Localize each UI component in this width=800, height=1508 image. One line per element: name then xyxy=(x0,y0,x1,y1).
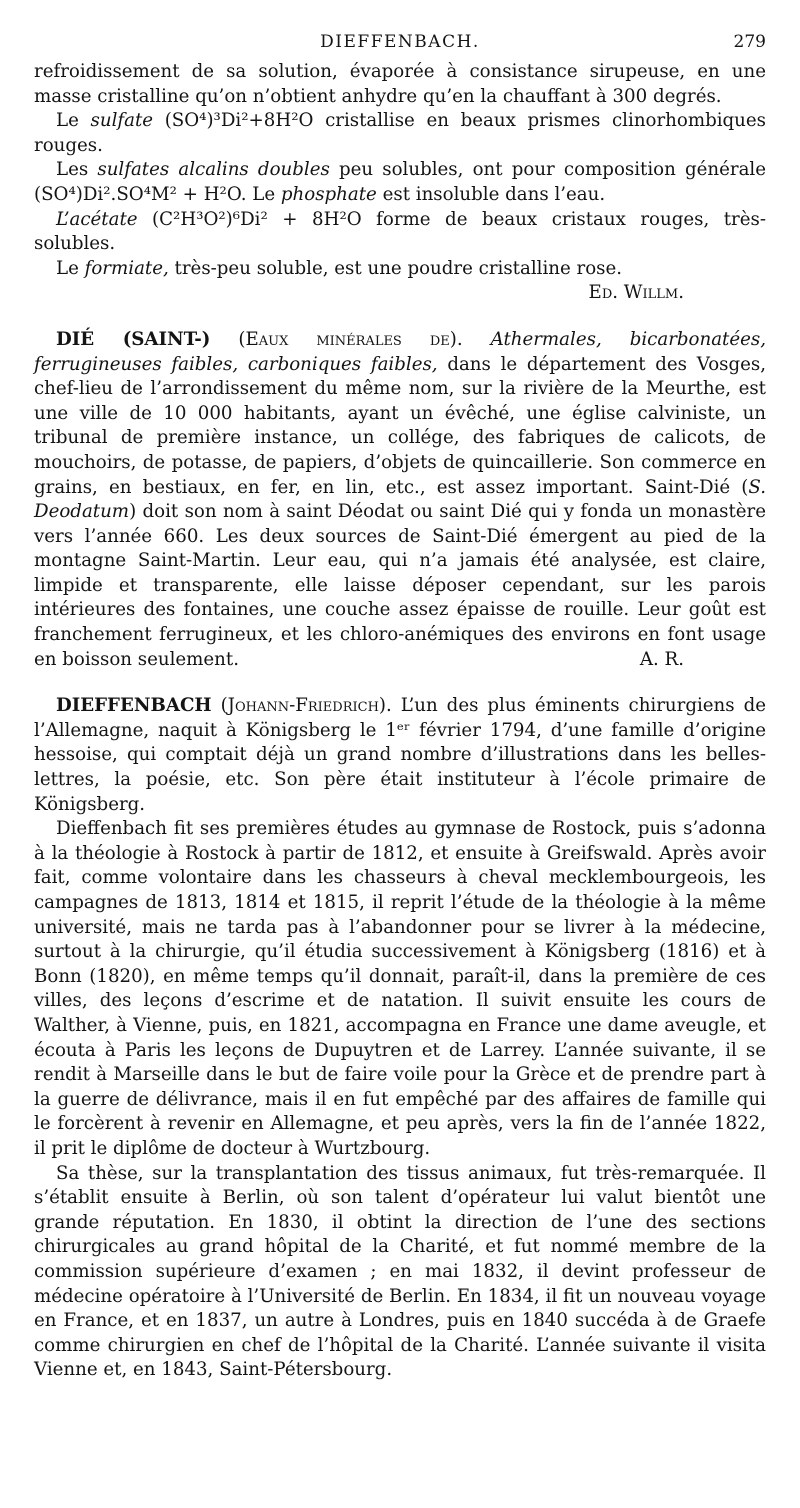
text-run: Athermales, bicarbonatées, ferrugineuses faibles, carboniques faibles, xyxy=(34,328,766,375)
text-run: (Eaux minérales de). xyxy=(210,328,491,350)
text-run: peu solubles, ont pour composition générale (SO⁴)Di².SO⁴M² + H²O. Le xyxy=(34,159,767,205)
text-run: formiate, xyxy=(84,257,169,279)
text-run: ) doit son nom à saint Déodat ou saint Dié qui y fonda un monastère vers l’année 660. Les deux sources de Saint-Dié émergent au pied de la montagne Saint-Martin. Leur eau, qui n’a jamais été analysée, est claire, limpide et transparente, elle laisse déposer cependant, sur les parois intérieures des fontaines, une couche assez épaisse de rouille. Leur goût est franchement ferrugineux, et les chloro-anémiques des environs en font usage en boisson seulement. xyxy=(34,501,766,670)
text-run: (SO⁴)³Di²+8H²O cristallise en beaux prismes clinorhombiques rouges. xyxy=(34,110,766,156)
section-gap xyxy=(34,672,766,694)
paragraph xyxy=(34,60,766,109)
paragraph xyxy=(34,109,766,158)
text-run: est insoluble dans l’eau. xyxy=(376,183,606,205)
entry-headword: DIÉ (SAINT-) xyxy=(56,328,211,350)
paragraph xyxy=(34,328,766,672)
text-run: Dieffenbach fit ses premières études au gymnase de Rostock, puis s’adonna à la théologie à Rostock à partir de 1812, et ensuite à Greifswald. Après avoir fait, comme volontaire dans les chasseurs à cheval mecklembourgeois, les campagnes de 1813, 1814 et 1815, il reprit l’étude de la théologie à la même université, mais ne tarda pas à l’abandonner pour se livrer à la médecine, surtout à la chirurgie, qu’il étudia successivement à Königsberg (1816) et à Bonn (1820), en même temps qu’il donnait, paraît-il, dans la première de ces villes, des leçons d’escrime et de natation. Il suivit ensuite les cours de Walther, à Vienne, puis, en 1821, accompagna en France une dame aveugle, et écouta à Paris les leçons de Dupuytren et de Larrey. L’année suivante, il se rendit à Marseille dans le but de faire voile pour la Grèce et de prendre part à la guerre de délivrance, mais il en fut empêché par des affaires de famille qui le forcèrent à revenir en Allemagne, et peu après, vers la fin de l’année 1822, il prit le diplôme de docteur à Wurtzbourg. xyxy=(34,818,766,1159)
article-dieffenbach xyxy=(34,694,766,1383)
text-run: (C²H³O²)⁶Di² + 8H²O forme de beaux cristaux rouges, très-solubles. xyxy=(34,208,766,255)
paragraph xyxy=(34,817,766,1161)
text-run: (Johann-Friedrich) xyxy=(211,695,387,717)
text-run: dans le département des Vosges, chef-lieu de l’arrondissement du même nom, sur la rivière de la Meurthe, est une ville de 10 000 habitants, ayant un évêché, une église calviniste, un tribunal de première instance, un collége, des fabriques de calicots, de mouchoirs, de potasse, de papiers, d’objets de quincaillerie. Son commerce en grains, en bestiaux, en fer, en lin, etc., est assez important. Saint-Dié ( xyxy=(34,353,766,498)
paragraph xyxy=(34,158,766,207)
section-gap xyxy=(34,306,766,328)
text-run: . L’un des plus éminents chirurgiens de l’Allemagne, naquit à Königsberg le 1ᵉʳ février 1794, d’une famille d’origine hessoise, qui comptait déjà un grand nombre d’illustrations dans les belles-lettres, la poésie, etc. Son père était instituteur à l’école primaire de Königsberg. xyxy=(34,695,766,815)
text-run: refroidissement de sa solution, évaporée à consistance sirupeuse, en une masse cristalline qu’on n’obtient anhydre qu’en la chauffant à 300 degrés. xyxy=(34,61,766,107)
text-run: Le xyxy=(56,257,85,279)
text-run: Les xyxy=(56,159,98,181)
text-run: phosphate xyxy=(280,183,377,205)
paragraph xyxy=(34,1162,766,1383)
paragraph xyxy=(34,694,766,817)
author-signature: Ed. Willm. xyxy=(588,282,684,304)
running-head: DIEFFENBACH. xyxy=(320,32,480,52)
page-header xyxy=(34,30,766,60)
article-die-cont xyxy=(34,60,766,306)
text-run: très-peu soluble, est une poudre cristalline rose. xyxy=(168,257,623,279)
page-body xyxy=(34,60,766,1383)
text-run: sulfate xyxy=(90,110,154,132)
page-number: 279 xyxy=(733,32,766,52)
text-run: sulfates alcalins doubles xyxy=(97,159,330,181)
paragraph xyxy=(34,208,766,257)
text-run: Le xyxy=(56,110,91,132)
author-signature: A. R. xyxy=(639,648,684,670)
paragraph xyxy=(34,257,766,304)
entry-headword: DIEFFENBACH xyxy=(56,695,212,717)
article-die-saint xyxy=(34,328,766,672)
text-run: Sa thèse, sur la transplantation des tissus animaux, fut très-remarquée. Il s’établit ensuite à Berlin, où son talent d’opérateur lui valut bientôt une grande réputation. En 1830, il obtint la direction de l’une des sections chirurgicales au grand hôpital de la Charité, et fut nommé membre de la commission supérieure d’examen ; en mai 1832, il devint professeur de médecine opératoire à l’Université de Berlin. En 1834, il fit un nouveau voyage en France, et en 1837, un autre à Londres, puis en 1840 succéda à de Graefe comme chirurgien en chef de l’hôpital de la Charité. L’année suivante il visita Vienne et, en 1843, Saint-Pétersbourg. xyxy=(34,1162,766,1381)
text-run: S. Deodatum xyxy=(34,476,766,523)
text-run: L’acétate xyxy=(56,208,138,230)
